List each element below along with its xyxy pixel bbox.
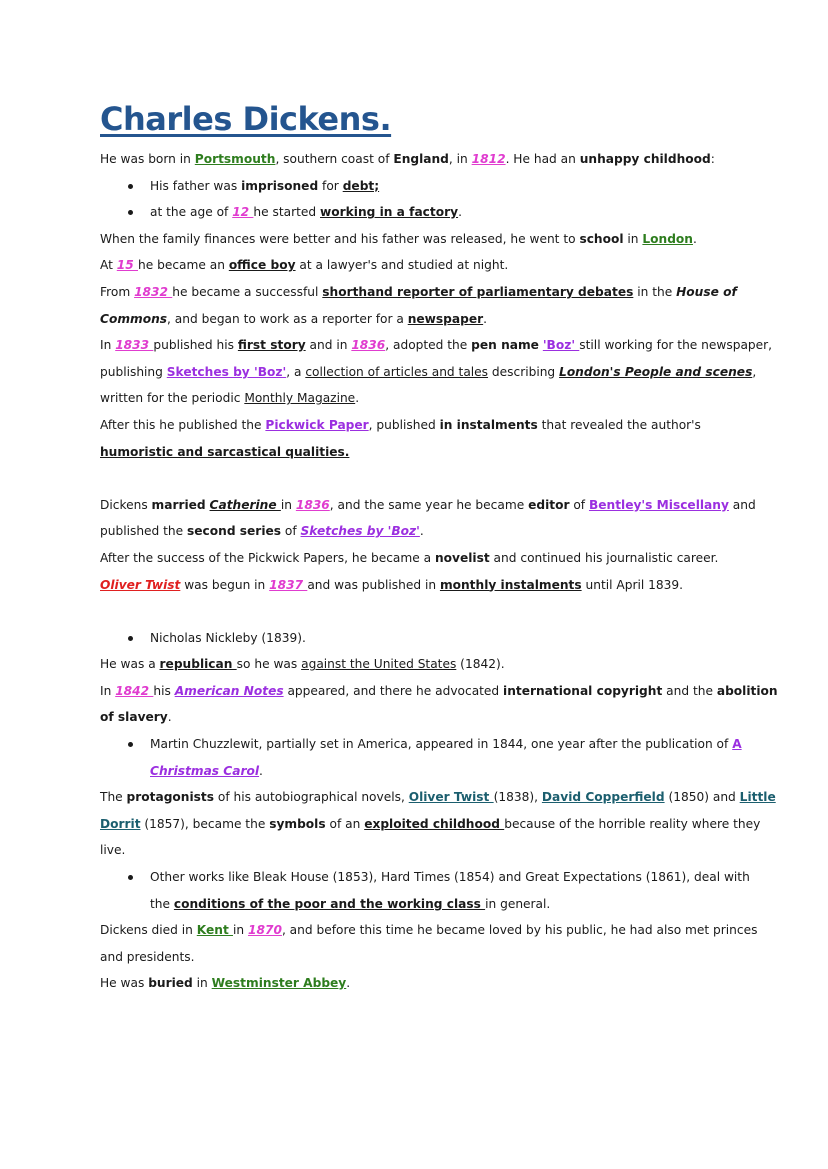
bullet-item: Martin Chuzzlewit, partially set in America, appeared in 1844, one year after the publication of A — [100, 731, 740, 758]
title-link: American Notes — [174, 683, 284, 698]
paragraph-line: humoristic and sarcastical qualities. — [100, 444, 350, 459]
title-link: Sketches by 'Boz' — [300, 524, 420, 539]
title-link: Little — [739, 790, 776, 805]
paragraph-line: He was born in Portsmouth, southern coast of England, in 1812. He had an unhappy childhood: — [100, 152, 715, 166]
title-link: Sketches by 'Boz' — [166, 364, 287, 379]
date-highlight: 15 — [116, 258, 138, 273]
paragraph-line: written for the periodic Monthly Magazine. — [100, 391, 360, 406]
paragraph-line: In 1833 published his first story and in 1836, adopted the pen name 'Boz' still working for the newspaper, — [100, 338, 773, 353]
bullet-item: at the age of 12 he started working in a factory. — [100, 199, 740, 226]
place-link: London — [642, 231, 693, 246]
paragraph-line: publishing Sketches by 'Boz', a collection of articles and tales describing London's People and scenes, — [100, 364, 757, 379]
place-link: Portsmouth — [194, 152, 276, 166]
date-highlight: 1832 — [134, 284, 173, 299]
place-link: Kent — [196, 923, 234, 938]
bullet-item: Other works like Bleak House (1853), Hard Times (1854) and Great Expectations (1861), deal with — [100, 864, 740, 891]
title-link: Christmas Carol — [150, 763, 260, 778]
paragraph-line: After this he published the Pickwick Paper, published in instalments that revealed the author's — [100, 417, 701, 432]
page-title: Charles Dickens. — [100, 100, 392, 138]
place-link: Westminster Abbey — [211, 976, 347, 991]
paragraph-line: published the second series of Sketches by 'Boz'. — [100, 524, 424, 539]
paragraph-line: Oliver Twist was begun in 1837 and was published in monthly instalments until April 1839. — [100, 577, 683, 592]
bullet-item: Nicholas Nickleby (1839). — [100, 625, 740, 652]
date-highlight: 1837 — [269, 577, 308, 592]
paragraph-line: The protagonists of his autobiographical novels, Oliver Twist (1838), David Copperfield (1850) and Little — [100, 790, 776, 805]
paragraph-line: live. — [100, 843, 126, 858]
paragraph-line: Commons, and began to work as a reporter for a newspaper. — [100, 311, 487, 326]
paragraph-line: He was buried in Westminster Abbey. — [100, 976, 351, 991]
paragraph-line: After the success of the Pickwick Papers, he became a novelist and continued his journalistic career. — [100, 550, 719, 565]
date-highlight: 1870 — [248, 923, 282, 938]
bullet-continuation: the conditions of the poor and the working class in general. — [150, 896, 551, 911]
title-link: 'Boz' — [542, 338, 580, 353]
date-highlight: 1836 — [351, 338, 386, 353]
title-link: Dorrit — [100, 816, 141, 831]
title-link: David Copperfield — [541, 790, 665, 805]
paragraph-line: Dickens married Catherine in 1836, and the same year he became editor of Bentley's Miscellany and — [100, 497, 756, 512]
date-highlight: 1812 — [471, 152, 506, 166]
paragraph-line: Dorrit (1857), became the symbols of an exploited childhood because of the horrible reality where they — [100, 816, 761, 831]
paragraph-line: At 15 he became an office boy at a lawyer's and studied at night. — [100, 258, 509, 273]
date-highlight: 1842 — [115, 683, 154, 698]
title-link: Pickwick Paper — [265, 417, 369, 432]
paragraph-line: From 1832 he became a successful shorthand reporter of parliamentary debates in the House of — [100, 284, 737, 299]
title-link: Oliver Twist — [408, 790, 494, 805]
bullet-continuation: Christmas Carol. — [150, 763, 263, 778]
paragraph-line: of slavery. — [100, 710, 172, 725]
paragraph-line: and presidents. — [100, 949, 195, 964]
bullet-item: His father was imprisoned for debt; — [100, 173, 740, 200]
blank-line — [100, 598, 740, 625]
title-link: A — [732, 737, 742, 752]
paragraph-line: In 1842 his American Notes appeared, and there he advocated international copyright and the abolition — [100, 683, 778, 698]
blank-line — [100, 465, 740, 492]
document-body — [100, 146, 778, 997]
title-link: Oliver Twist — [100, 577, 181, 592]
date-highlight: 1836 — [295, 497, 330, 512]
title-link: Bentley's Miscellany — [588, 497, 729, 512]
paragraph-line: Dickens died in Kent in 1870, and before this time he became loved by his public, he had also met princes — [100, 923, 758, 938]
paragraph-line: He was a republican so he was against the United States (1842). — [100, 657, 505, 672]
paragraph-line: When the family finances were better and his father was released, he went to school in London. — [100, 231, 697, 246]
date-highlight: 12 — [232, 205, 254, 220]
date-highlight: 1833 — [115, 338, 154, 353]
